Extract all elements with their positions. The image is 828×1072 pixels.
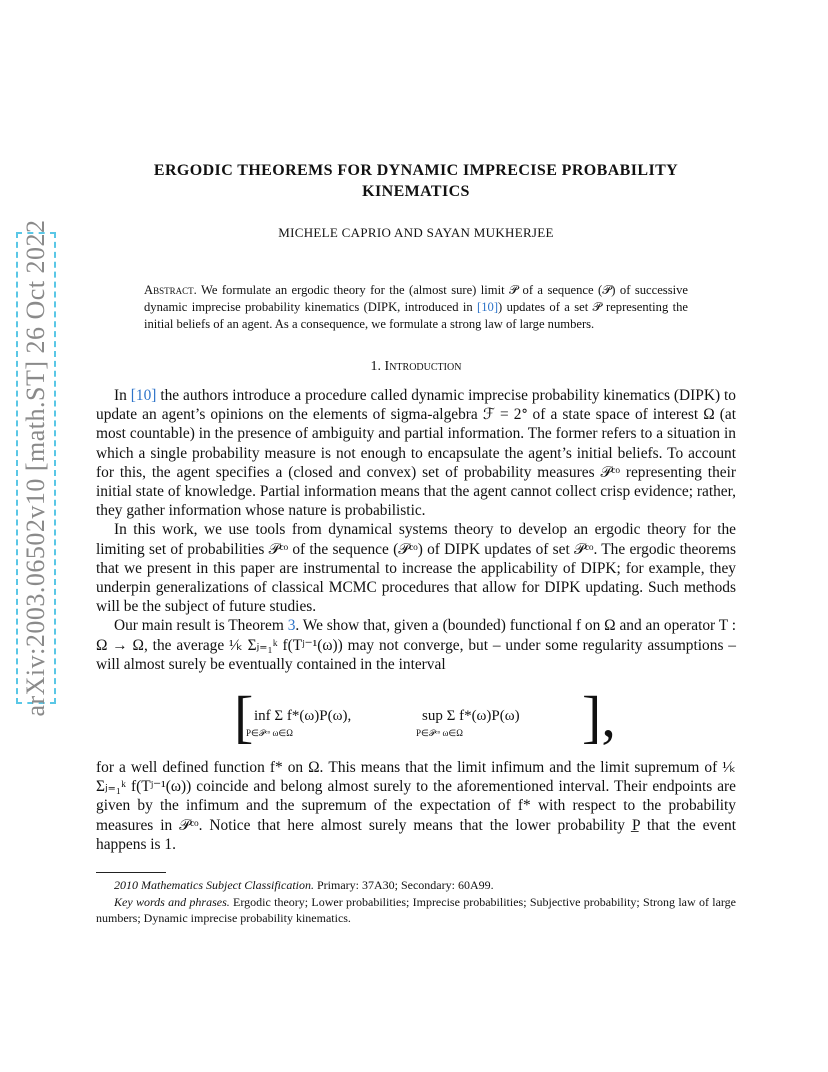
footnote-divider — [96, 872, 166, 873]
section-heading — [96, 359, 736, 375]
footnote-msc-label: 2010 Mathematics Subject Classification. — [114, 878, 314, 893]
intro-paragraph-1-text: the authors introduce a procedure called dynamic imprecise probability kinematics (DIPK) to update an agent’s opinions on the elements of sigma-algebra ℱ = 2ᐤ of a state space of interest Ω (at most countable) in the presence of ambiguity and partial information. The former refers to a situation in which a single probability measure is not enough to encapsulate the agent’s initial beliefs. To account for this, the agent specifies a (closed and convex) set of probability measures 𝒫ᶜᵒ representing their initial state of knowledge. Partial information means that the agent cannot collect crisp evidence; rather, they gather information whose nature is probabilistic. — [96, 387, 736, 520]
equation-open-bracket: [ — [234, 684, 254, 750]
theorem-link[interactable]: 3 — [287, 617, 296, 635]
arxiv-sidebar — [16, 219, 56, 717]
display-equation — [96, 684, 736, 750]
equation-inf-subscript: P∈𝒫ᶜᵒ ω∈Ω — [246, 728, 293, 739]
equation-sup-subscript: P∈𝒫ᶜᵒ ω∈Ω — [416, 728, 463, 739]
intro-paragraph-3-text-a: Our main result is Theorem — [114, 617, 288, 635]
equation-inf-term: inf Σ f*(ω)P(ω), — [254, 708, 352, 725]
paper-authors: MICHELE CAPRIO AND SAYAN MUKHERJEE — [278, 225, 554, 240]
intro-paragraph-1: In [10] the authors introduce a procedure called dynamic imprecise probability kinematics (DIPK) to update an agent’s opinions on the elements of sigma-algebra ℱ = 2ᐤ of a state space of interest Ω (at most countable) in the presence of ambiguity and partial information. The former refers to a situation in which a single probability measure is not enough to encapsulate the agent’s initial beliefs. To account for this, the agent specifies a (closed and convex) set of probability measures 𝒫ᶜᵒ representing their initial state of knowledge. Partial information means that the agent cannot collect crisp evidence; rather, they gather information whose nature is probabilistic. — [96, 387, 736, 520]
abstract-text-3: ) of successive dynamic imprecise probability kinematics (DIPK, introduced in — [144, 283, 688, 314]
abstract-text-1: We formulate an ergodic theory for the (almost sure) limit 𝒫 — [196, 283, 519, 297]
intro-paragraph-2: In this work, we use tools from dynamical systems theory to develop an ergodic theory for the limiting set of probabilities 𝒫ᶜᵒ of the sequence (𝒫ᶜᵒ) of DIPK updates of set 𝒫ᶜᵒ. The ergodic theorems that we present in this paper are instrumental to increase the applicability of DIPK; for example, they underpin generalizations of classical MCMC procedures that allow for DIPK updating. Such methods will be the subject of future studies. — [96, 521, 736, 616]
footnote-msc-text: Primary: 37A30; Secondary: 60A99. — [313, 878, 494, 893]
equation-sup-term: sup Σ f*(ω)P(ω) — [422, 708, 520, 725]
intro-paragraph-3 — [96, 616, 736, 674]
section-title: Introduction — [384, 359, 462, 374]
footnote-msc — [96, 877, 736, 894]
intro-citation-link[interactable]: [10] — [130, 387, 157, 404]
paper-page — [96, 0, 736, 927]
intro-paragraph-3-text-b: . We show that, given a (bounded) functional f on Ω and an operator T : Ω → Ω, the average ¹⁄ₖ Σⱼ₌₁ᵏ f(Tʲ⁻¹(ω)) may not converge, but – under some regularity assumptions – will almost surely be eventually contained in the interval — [96, 617, 736, 673]
abstract-citation-link[interactable]: [10] — [477, 300, 499, 314]
title-line-2: KINEMATICS — [362, 183, 470, 200]
section-number: 1. — [370, 359, 382, 374]
intro-paragraph-4: for a well defined function f* on Ω. This means that the limit infimum and the limit supremum of ¹⁄ₖ Σⱼ₌₁ᵏ f(Tʲ⁻¹(ω)) coincide and belong almost surely to the aforementioned interval. Their endpoints are given by the infimum and the supremum of the expectation of f* with respect to the probability measures in 𝒫ᶜᵒ. Notice that here almost surely means that the lower probability P̲ that the event happens is 1. — [96, 759, 736, 853]
arxiv-identifier: arXiv:2003.06502v10 [math.ST] 26 Oct 2022 — [21, 219, 50, 717]
footnote-keywords-text: Ergodic theory; Lower probabilities; Imprecise probabilities; Subjective probability; Strong law of large numbers; Dynamic imprecise probability kinematics. — [96, 894, 736, 926]
footnote-keywords — [96, 894, 736, 927]
abstract-text-2: of a sequence (𝒫 — [518, 283, 612, 297]
equation-close-bracket: ], — [582, 684, 616, 750]
footnote-keywords-label: Key words and phrases. — [114, 894, 230, 909]
abstract-text-5: representing the initial beliefs of an agent. As a consequence, we formulate a strong law of large numbers. — [144, 300, 689, 331]
abstract-text-4: ) updates of a set 𝒫 — [498, 300, 602, 314]
abstract — [144, 282, 688, 333]
title-line-1: ERGODIC THEOREMS FOR DYNAMIC IMPRECISE PROBABILITY — [153, 162, 679, 179]
paper-title — [96, 160, 736, 202]
abstract-lead: Abstract. — [144, 283, 197, 297]
